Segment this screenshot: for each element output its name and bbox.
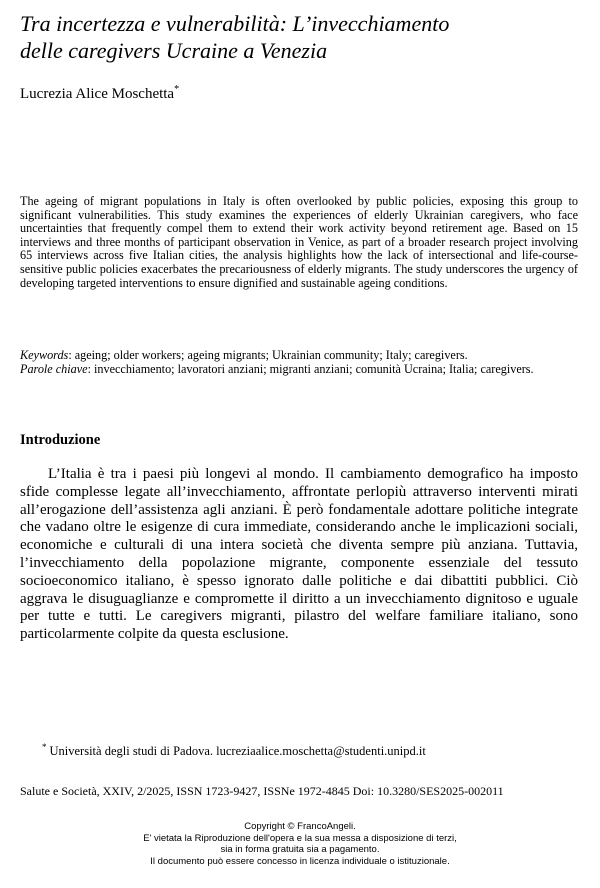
- copyright-line-4: Il documento può essere concesso in licenza individuale o istituzionale.: [150, 855, 450, 867]
- author-footnote-mark: *: [174, 84, 180, 95]
- keywords-text: : ageing; older workers; ageing migrants; Ukrainian community; Italy; caregivers.: [68, 348, 468, 362]
- section-heading: Introduzione: [20, 432, 101, 448]
- journal-citation: Salute e Società, XXIV, 2/2025, ISSN 1723-9427, ISSNe 1972-4845 Doi: 10.3280/SES2025-002011: [20, 784, 504, 798]
- footnote-text: Università degli studi di Padova. lucreziaalice.moschetta@studenti.unipd.it: [49, 744, 426, 758]
- copyright-line-1: Copyright © FrancoAngeli.: [244, 821, 356, 832]
- keywords: [20, 349, 578, 376]
- copyright-notice: [0, 821, 600, 867]
- intro-paragraph: L’Italia è tra i paesi più longevi al mondo. Il cambiamento demografico ha imposto sfide complesse legate all’invecchiamento, affrontate perlopiù attraverso interventi mirati all’erogazione dell’assistenza agli anziani. È però fondamentale adottare politiche integrate che vadano oltre le esigenze di cura immediate, considerando anche le implicazioni sociali, economiche e culturali di una intera società che diventa sempre più anziana. Tuttavia, l’invecchiamento della popolazione migrante, componente essenziale del tessuto socioeconomico italiano, è spesso ignorato dalle politiche e dai dibattiti pubblici. Ciò aggrava le disuguaglianze e compromette il diritto a un invecchiamento dignitoso e uguale per tutte e tutti. Le caregivers migranti, pilastro del welfare familiare italiano, sono particolarmente colpite da questa esclusione.: [20, 466, 578, 643]
- footnote-mark: *: [42, 741, 47, 752]
- copyright-line-3: sia in forma gratuita sia a pagamento.: [220, 844, 380, 855]
- title-line-2: delle caregivers Ucraine a Venezia: [20, 38, 328, 63]
- parole-chiave-label: Parole chiave: [20, 361, 88, 376]
- author: [20, 85, 179, 103]
- title-line-1: Tra incertezza e vulnerabilità: L’invecchiamento: [20, 11, 450, 36]
- copyright-line-2: E' vietata la Riproduzione dell'opera e la sua messa a disposizione di terzi,: [143, 832, 457, 844]
- footnote: [42, 741, 426, 759]
- abstract: The ageing of migrant populations in Italy is often overlooked by public policies, exposing this group to significant vulnerabilities. This study examines the experiences of elderly Ukrainian caregivers, who face uncertainties that frequently compel them to extend their work activity beyond retirement age. Based on 15 interviews and three months of participant observation in Venice, as part of a broader research project involving 65 interviews across five Italian cities, the analysis highlights how the lack of intersectional and life-course-sensitive public policies exacerbates the precariousness of elderly migrants. The study underscores the urgency of developing targeted interventions to ensure dignified and sustainable ageing conditions.: [20, 194, 578, 290]
- author-name: Lucrezia Alice Moschetta: [20, 86, 175, 102]
- keywords-label: Keywords: [20, 348, 69, 362]
- parole-chiave-text: : invecchiamento; lavoratori anziani; migranti anziani; comunità Ucraina; Italia; caregivers.: [87, 361, 534, 376]
- paper-title: [20, 10, 590, 64]
